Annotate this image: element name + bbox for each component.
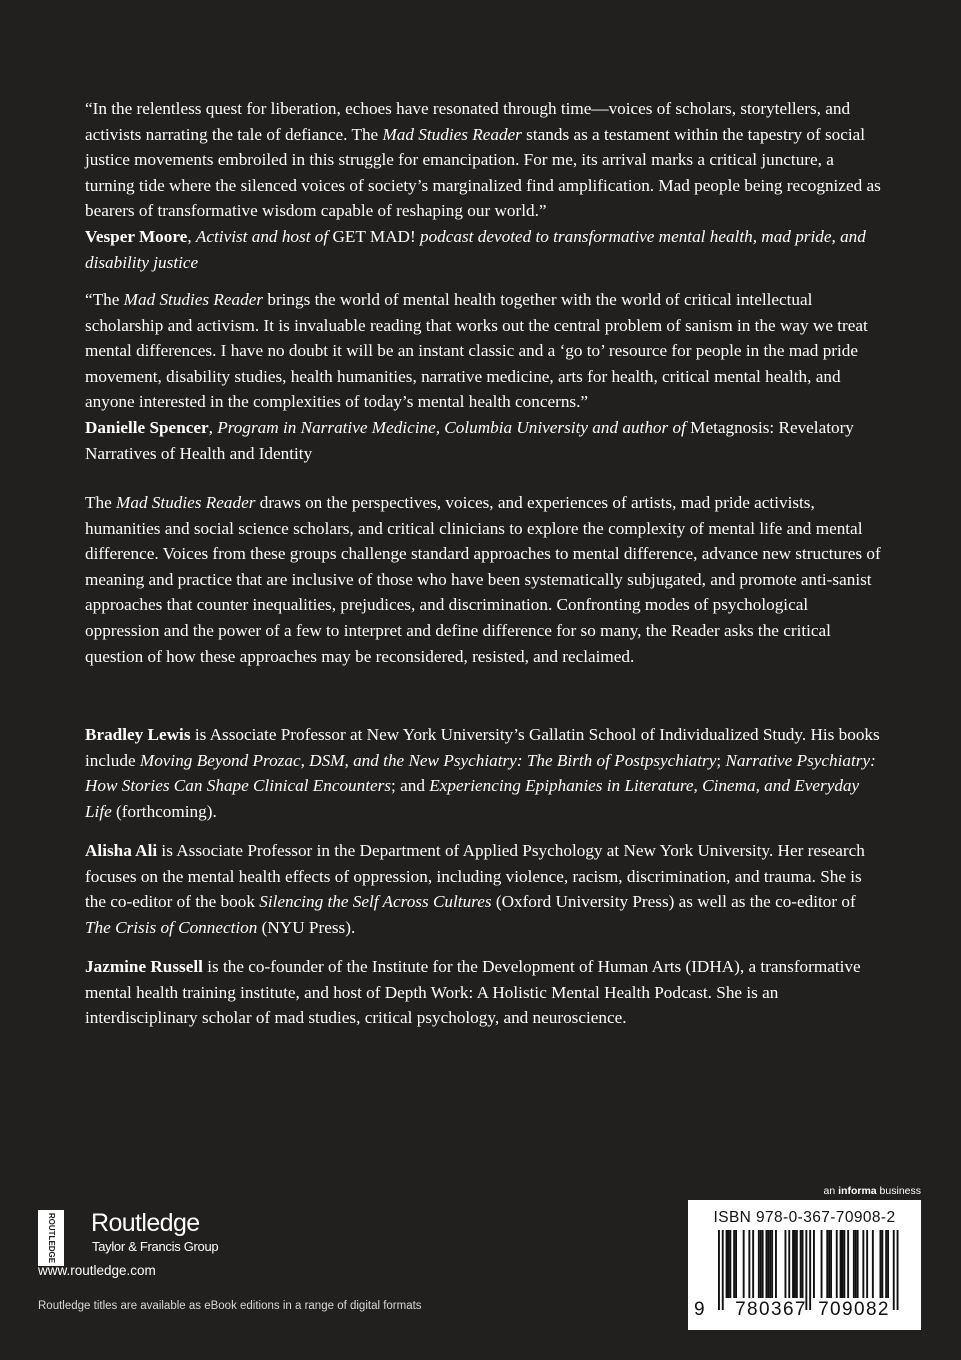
informa-brand: informa: [838, 1185, 877, 1197]
bio-name: Jazmine Russell: [85, 957, 203, 976]
barcode-bar: [885, 1230, 887, 1298]
barcode-bar: [843, 1230, 845, 1298]
barcode-bar: [743, 1230, 745, 1298]
bio-text: Alisha Ali is Associate Professor in the Department of Applied Psychology at New York University. Her research focuses on the mental health effects of oppression, including violence, racism, discrimination, and trauma. She is the co-editor of the book Silencing the Self Across Cultures (Oxford University Press) as well as the co-editor of The Crisis of Connection (NYU Press).: [85, 841, 865, 937]
barcode-bar: [809, 1230, 811, 1310]
routledge-r-icon: [38, 1210, 64, 1266]
quote-attribution: Vesper Moore, Activist and host of GET MAD! podcast devoted to transformative mental health, mad pride, and disability justice: [85, 226, 866, 272]
barcode-bar: [862, 1230, 864, 1298]
quote-text: “In the relentless quest for liberation, echoes have resonated through time—voices of scholars, storytellers, and activists narrating the tale of defiance. The Mad Studies Reader stands as a testament within the tapestry of social justice movements embroiled in this struggle for emancipation. For me, its arrival marks a critical juncture, a turning tide where the silenced voices of society’s marginalized find amplification. Mad people being recognized as bearers of transformative wisdom capable of reshaping our world.”: [85, 99, 881, 221]
bio-name: Bradley Lewis: [85, 725, 191, 744]
barcode-bar: [855, 1230, 857, 1298]
barcode-bar: [733, 1230, 735, 1298]
barcode-bar: [813, 1230, 815, 1298]
quote-author: Vesper Moore: [85, 226, 188, 246]
barcode-bar: [802, 1230, 804, 1298]
barcode-bar: [792, 1230, 794, 1298]
barcode-bar: [842, 1230, 844, 1298]
barcode-bar: [796, 1230, 798, 1298]
barcode-bar: [766, 1230, 768, 1298]
praise-quote-spencer: [85, 287, 885, 466]
barcode-bar: [897, 1230, 899, 1310]
isbn-label: ISBN 978-0-367-70908-2: [713, 1209, 896, 1226]
logo-vertical-text: ROUTLEDGE: [46, 1212, 56, 1264]
isbn-barcode: [688, 1200, 921, 1330]
barcode-bar: [788, 1230, 790, 1298]
barcode-bar: [769, 1230, 771, 1298]
barcode-bar: [758, 1230, 760, 1298]
barcode-bar: [893, 1230, 895, 1310]
publisher-logo: [38, 1210, 238, 1270]
barcode-digit-first: 9: [694, 1299, 705, 1320]
barcode-bar: [748, 1230, 750, 1298]
quote-author: Danielle Spencer: [85, 417, 209, 437]
barcode-bar: [847, 1230, 849, 1298]
editor-bio-russell: [85, 954, 885, 1031]
bio-name: Alisha Ali: [85, 841, 158, 860]
barcode-digits-right: 709082: [818, 1299, 890, 1320]
barcode-bar: [760, 1230, 762, 1298]
barcode-bar: [840, 1230, 842, 1298]
barcode-bar: [729, 1230, 731, 1298]
barcode-bar: [718, 1230, 720, 1310]
barcode-bar: [828, 1230, 830, 1298]
barcode-bar: [872, 1230, 874, 1298]
barcode-bar: [853, 1230, 855, 1298]
barcode-bar: [794, 1230, 796, 1298]
barcode-bar: [826, 1230, 828, 1298]
ebook-note: Routledge titles are available as eBook editions in a range of digital formats: [38, 1300, 422, 1312]
barcode-bar: [887, 1230, 889, 1298]
bio-text: Jazmine Russell is the co-founder of the Institute for the Development of Human Arts (IDHA), a transformative mental health training institute, and host of Depth Work: A Holistic Mental Health Podcast. She is an interdisciplinary scholar of mad studies, critical psychology, and neuroscience.: [85, 957, 861, 1028]
barcode-bar: [857, 1230, 859, 1298]
book-description: [85, 490, 885, 669]
barcode-bar: [881, 1230, 883, 1298]
praise-quote-moore: [85, 96, 885, 275]
barcode-bar: [805, 1230, 807, 1310]
barcode-bar: [836, 1230, 838, 1298]
quote-text: “The Mad Studies Reader brings the world of mental health together with the world of critical intellectual scholarship and activism. It is invaluable reading that works out the central problem of sanism in the way we treat mental differences. I have no doubt it will be an instant classic and a ‘go to’ resource for people in the mad pride movement, disability studies, health humanities, narrative medicine, arts for health, critical mental health, and anyone interested in the complexities of today’s mental health concerns.”: [85, 290, 868, 412]
barcode-bar: [726, 1230, 728, 1298]
barcode-bar: [767, 1230, 769, 1298]
barcode-bar: [728, 1230, 730, 1298]
barcode-bar: [735, 1230, 737, 1298]
description-text: The Mad Studies Reader draws on the perspectives, voices, and experiences of artists, mad pride activists, humanities and social science scholars, and critical clinicians to explore the complexity of mental life and mental difference. Voices from these groups challenge standard approaches to mental difference, advance new structures of meaning and practice that are inclusive of those who have been systematically subjugated, and promote anti-sanist approaches that counter inequalities, prejudices, and discrimination. Confronting modes of psychological oppression and the power of a few to interpret and define difference for so many, the Reader asks the critical question of how these approaches may be reconsidered, resisted, and reclaimed.: [85, 493, 881, 666]
editor-bio-lewis: [85, 722, 885, 824]
publisher-name: Routledge: [91, 1209, 200, 1237]
barcode-bar: [722, 1230, 724, 1310]
barcode-bar: [752, 1230, 754, 1298]
quote-attribution: Danielle Spencer, Program in Narrative Medicine, Columbia University and author of Metagnosis: Revelatory Narratives of Health and Identity: [85, 417, 854, 463]
informa-tagline: an informa business: [823, 1185, 921, 1197]
editor-bio-ali: [85, 838, 885, 940]
barcode-bar: [866, 1230, 868, 1298]
barcode-bar: [762, 1230, 764, 1298]
barcode-bar: [821, 1230, 823, 1298]
barcode-bar: [785, 1230, 787, 1298]
publisher-website: www.routledge.com: [38, 1263, 156, 1278]
barcode-digits-left: 780367: [735, 1299, 807, 1320]
barcode-bar: [775, 1230, 777, 1298]
bio-text: Bradley Lewis is Associate Professor at New York University’s Gallatin School of Individualized Study. His books include Moving Beyond Prozac, DSM, and the New Psychiatry: The Birth of Postpsychiatry; Narrative Psychiatry: How Stories Can Shape Clinical Encounters; and Experiencing Epiphanies in Literature, Cinema, and Everyday Life (forthcoming).: [85, 725, 880, 821]
barcode-bar: [800, 1230, 802, 1298]
barcode-bar: [880, 1230, 882, 1298]
barcode-bar: [830, 1230, 832, 1298]
publisher-group: Taylor & Francis Group: [92, 1239, 219, 1254]
barcode-bar: [771, 1230, 773, 1298]
